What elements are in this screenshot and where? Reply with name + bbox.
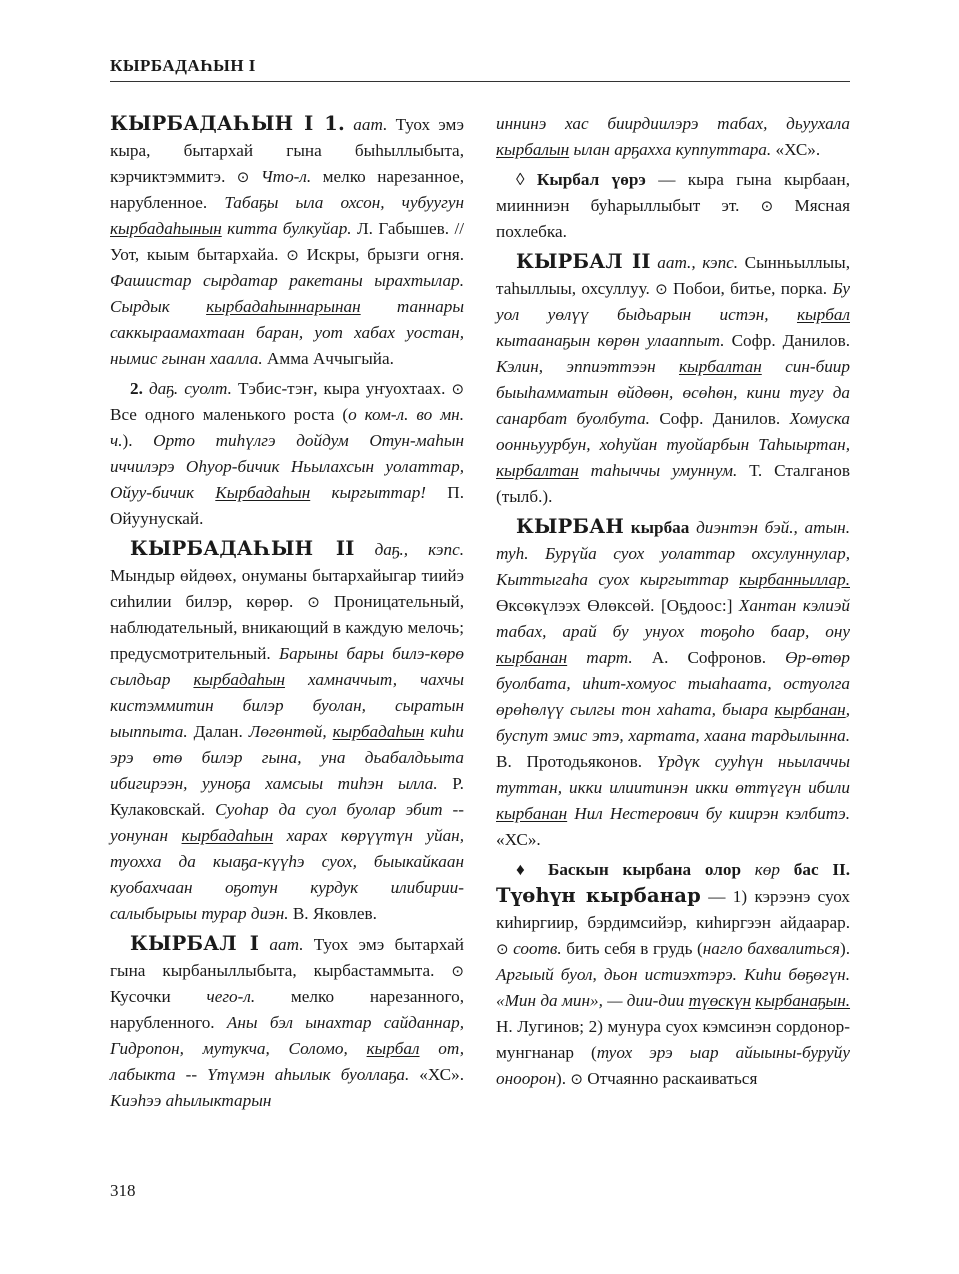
italic-text: Үрдүк сууһүн ньылаччы туттан, икки илиитинэн икки өттүгүн ибили: [496, 752, 850, 797]
italic-text: киһи эрэ өтө билэр гына, уна дьабалдьыта ибигирээн, ууноҕа хамсыы тиһэн ылла.: [110, 722, 464, 793]
italic-text: Бурүйа суох уолаттар охсулуннулар, Кыттыгаһа суох кыргыттар: [496, 544, 850, 589]
headword: КЫРБАЛ I: [130, 932, 260, 955]
entry-kyrbadahyn-1-sense-2: [110, 376, 464, 532]
text: Л. Габышев. // Уот, кыым бытархайа.: [110, 219, 464, 264]
text: «ХС».: [496, 830, 541, 849]
text: «ХС».: [771, 140, 821, 159]
text: Проницательный, наблюдательный, вникающий в каждую мелочь; предусмотрительный.: [110, 592, 464, 663]
text: [624, 518, 631, 537]
text: мелко нарезанного, нарубленного.: [110, 987, 464, 1032]
gloss-marker-icon: ⊙: [451, 380, 465, 398]
example-headword: кырбанан: [496, 648, 568, 667]
bold-text: Баскын кырбана олор: [547, 860, 742, 879]
text: ).: [839, 939, 850, 958]
text: Все одного маленького роста (: [110, 405, 349, 424]
example-headword: түөскүн: [688, 991, 751, 1010]
text: — 1) кэрээнэ суох киһиргиир, бэрдимсийэр, киһиргээн айдаарар.: [496, 887, 850, 932]
text: В. Протодьяконов.: [496, 752, 657, 771]
example-headword: Кырбадаһын: [215, 483, 311, 502]
text: Сынньыллыы, таһыллыы, охсуллуу.: [496, 253, 850, 298]
right-column: [496, 111, 850, 1096]
text: Отчаянно раскаиваться: [582, 1069, 758, 1088]
phrase-kyrbal-uore: [496, 167, 850, 245]
headword: КЫРБАЛ II: [516, 250, 651, 273]
italic-text: таннары саккыраамахтаан баран, уот хабах уостан, нымис гынан хаалла.: [110, 297, 464, 368]
italic-text: Хантан кэлиэй табах, арай бу унуох тоҕоһо баар, ону: [496, 596, 850, 641]
gloss-marker-icon: ⊙: [236, 168, 250, 186]
example-headword: кырбадаһынын: [110, 219, 222, 238]
italic-text: Барыны бары билэ-көрө сылдьар: [110, 644, 464, 689]
headword: КЫРБАДАҺЫН I 1.: [110, 112, 346, 135]
italic-text: , буспут эмис этэ, хартата, хаана тардылынна.: [496, 700, 850, 745]
text: ).: [122, 431, 154, 450]
italic-text: аат.: [269, 935, 304, 954]
italic-text: ылан арҕахха куппуттара.: [569, 140, 772, 159]
headword: КЫРБАН: [516, 515, 625, 538]
example-headword: кырбадаһын: [181, 826, 274, 845]
text: А. Софронов.: [632, 648, 786, 667]
text: мелко нарезанное, нарубленное.: [110, 167, 464, 212]
example-headword: кырбалын: [496, 140, 570, 159]
text: Мындыр өйдөөх, онуманы бытархайыгар тиийэ сиһилии билэр, көрөр.: [110, 566, 464, 611]
italic-text: Бу уол уөлүү быдьарын истэн,: [496, 279, 850, 324]
gloss-marker-icon: ⊙: [655, 280, 668, 298]
italic-text: Что-л.: [260, 167, 312, 186]
bold-text: Кырбал үөрэ: [536, 170, 646, 189]
text: В. Яковлев.: [288, 904, 377, 923]
left-column: [110, 111, 464, 1118]
italic-text: диэнтэн бэй., атын. туһ.: [496, 518, 850, 563]
italic-text: Табаҕы ыла охсон, чубуугун: [224, 193, 464, 212]
italic-text: аат., кэпс.: [657, 253, 739, 272]
text: [355, 540, 375, 559]
text: Т. Сталганов (тылб.).: [496, 461, 850, 506]
example-headword: кырбанан: [496, 804, 568, 823]
text: [249, 167, 260, 186]
text: бить себя в грудь (: [561, 939, 703, 958]
text: [259, 935, 269, 954]
bold-text: бас II.: [793, 860, 850, 879]
text: [529, 544, 546, 563]
italic-text: көр: [754, 860, 780, 879]
gloss-marker-icon: ⊙: [760, 197, 774, 215]
example-headword: кырбанаҕын.: [755, 991, 851, 1010]
italic-text: даҕ. суолт.: [148, 379, 232, 398]
bold-text: кырбаа: [630, 518, 690, 537]
running-head: КЫРБАДАҺЫН I: [110, 56, 256, 75]
headword: Түөһүн кырбанар: [496, 884, 701, 907]
gloss-marker-icon: ⊙: [307, 593, 320, 611]
text: ◊: [516, 170, 537, 189]
text: Кусочки: [110, 987, 207, 1006]
text: П. Ойуунускай.: [110, 483, 464, 528]
italic-text: Өр-өтөр буолбата, иһит-хомуос тыаһаата, остуолга өрөһөлүү сылгы тон хаһата, быара: [496, 648, 850, 719]
text: Побои, битье, порка.: [667, 279, 833, 298]
italic-text: Аны бэл ынахтар сайданнар, Гидропон, мутукча, Соломо,: [110, 1013, 464, 1058]
gloss-marker-icon: ⊙: [496, 940, 509, 958]
text: ♦: [516, 860, 548, 879]
text: Искры, брызги огня.: [298, 245, 464, 264]
text: Туох эмэ бытархай гына кырбаныллыбыта, кырбастаммыта.: [110, 935, 465, 980]
italic-text: иннинэ хас биирдиилэрэ табах, дьуухала: [496, 114, 850, 133]
example-headword: кырбал: [796, 305, 850, 324]
italic-text: син-биир быыһамматын өйдөөн, өсөһөн, кини тугу да санарбат буолбута.: [496, 357, 850, 428]
italic-text: хамначчыт, чахчы кистэммитин билэр буолан, сыратын ыыппыта.: [110, 670, 464, 741]
text: Софр. Данилов.: [724, 331, 850, 350]
headword: КЫРБАДАҺЫН II: [130, 537, 355, 560]
gloss-marker-icon: ⊙: [286, 246, 299, 264]
italic-text: туох эрэ ыар айыыны-буруйу оноорон: [496, 1043, 850, 1088]
entry-kyrbal-2: [496, 249, 850, 510]
text: ).: [556, 1069, 571, 1088]
gloss-marker-icon: ⊙: [451, 962, 464, 980]
text: [741, 860, 755, 879]
example-headword: кырбадаһын: [193, 670, 285, 689]
example-headword: кырбал: [366, 1039, 420, 1058]
italic-text: даҕ., кэпс.: [374, 540, 464, 559]
text: Н. Лугинов; 2) мунура суох кэмсинэн сордонор-мунгнанар (: [496, 1017, 850, 1062]
example-headword: кырбадаһыннарынан: [206, 297, 361, 316]
example-headword: кырбанныллар.: [739, 570, 850, 589]
entry-kyrbadahyn-1: [110, 111, 464, 372]
text: Тэбис-тэҥ, кыра уҥуохтаах.: [231, 379, 452, 398]
entry-kyrbal-1-continued: [496, 111, 850, 163]
italic-text: Фашистар сырдатар ракетаны ырахтылар. Сырдык: [110, 271, 464, 316]
italic-text: Кэлин, эппиэттээн: [496, 357, 679, 376]
italic-text: таһыччы умуннум.: [578, 461, 738, 480]
entry-kyrbadahyn-2: [110, 536, 464, 927]
italic-text: кытаанаҕын көрөн улааппыт.: [496, 331, 725, 350]
italic-text: китта булкуйар.: [221, 219, 352, 238]
text: Р. Кулаковскай.: [110, 774, 464, 819]
italic-text: Нил Нестерович бу киирэн кэлбитэ.: [567, 804, 850, 823]
example-headword: кырбалтан: [678, 357, 762, 376]
header-rule: [110, 81, 850, 82]
italic-text: Киэһээ аһылыктарын: [110, 1091, 272, 1110]
text: Далан.: [187, 722, 249, 741]
example-headword: кырбалтан: [496, 461, 579, 480]
example-headword: кырбадаһын: [332, 722, 425, 741]
page-number: 318: [110, 1181, 136, 1200]
entry-kyrban: [496, 514, 850, 853]
italic-text: о ком-л. во мн. ч.: [110, 405, 464, 450]
italic-text: кыргыттар!: [310, 483, 427, 502]
italic-text: Суоһар да суол буолар эбит -- уонунан: [110, 800, 464, 845]
italic-text: аат.: [353, 115, 388, 134]
phrase-baskyn-kyrbana-olor: [496, 857, 850, 1092]
text: «ХС».: [409, 1065, 464, 1084]
text: Амма Аччыгыйа.: [262, 349, 394, 368]
text: Мясная похлебка.: [496, 196, 850, 241]
italic-text: Лөгөнтөй,: [248, 722, 333, 741]
gloss-marker-icon: ⊙: [570, 1070, 583, 1088]
italic-text: чего-л.: [206, 987, 256, 1006]
entry-kyrbal-1: [110, 931, 464, 1114]
text: — кыра гына кырбаан, миинниэн буһарыллыбыт эт.: [496, 170, 850, 215]
italic-text: Аргыый буол, дьон истиэхтэрэ. Киһи бөҕөгүн. «Мин да мин», — дии-дии: [496, 965, 850, 1010]
text: Өксөкүлээх Өлөксөй. [Оҕдоос:]: [496, 596, 739, 615]
italic-text: от, лабыкта -- Үтүмэн аһылык буоллаҕа.: [110, 1039, 464, 1084]
italic-text: тарт.: [567, 648, 633, 667]
example-headword: кырбанан: [774, 700, 846, 719]
italic-text: харах көрүүтүн уйан, туохха да кыаҕа-күүһэ суох, быыкайкаан куобахчаан оҕотун курдук илибирии-салыбырыы турар диэн.: [110, 826, 464, 923]
text: Софр. Данилов.: [649, 409, 790, 428]
text: Туох эмэ кыра, бытархай гына быһыллыбыта, кэрчиктэммитэ.: [110, 115, 465, 186]
bold-text: 2.: [130, 379, 143, 398]
italic-text: Хомуска оонньуурбун, хоһуйан туойарбын Таһыыртан,: [496, 409, 850, 454]
italic-text: Орто тиһүлгэ дойдум Отун-маһын иччилэрэ Оһуор-бичик Ньылахсын уолаттар, Ойуу-бичик: [110, 431, 464, 502]
italic-text: нагло бахвалиться: [702, 939, 840, 958]
italic-text: соотв.: [513, 939, 562, 958]
text: [780, 860, 794, 879]
